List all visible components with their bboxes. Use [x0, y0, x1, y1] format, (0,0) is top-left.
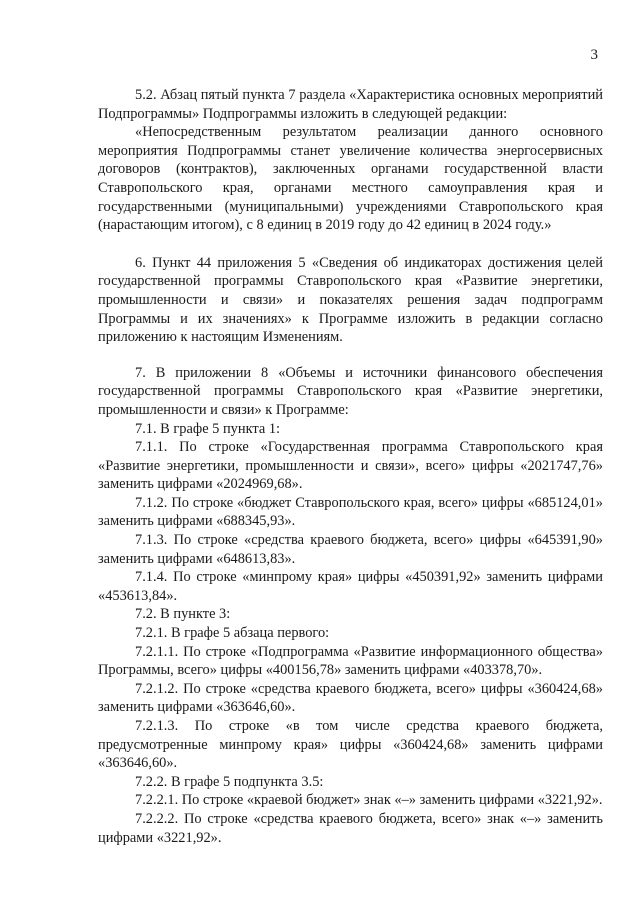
paragraph-7-1: 7.1. В графе 5 пункта 1:	[135, 420, 281, 437]
paragraph-7-1-3: 7.1.3. По строке «средства краевого бюджета, всего» цифры «645391,90» заменить цифрами «648613,83».	[98, 532, 603, 567]
spacer	[98, 347, 603, 364]
paragraph-7-1-4: 7.1.4. По строке «минпрому края» цифры «450391,92» заменить цифрами «453613,84».	[98, 569, 603, 604]
paragraph-7-2-1-2: 7.2.1.2. По строке «средства краевого бюджета, всего» цифры «360424,68» заменить цифрами «363646,60».	[98, 680, 603, 716]
paragraph-7-2-2-1: 7.2.2.1. По строке «краевой бюджет» знак «–» заменить цифрами «3221,92».	[135, 792, 603, 809]
document-body	[98, 86, 603, 847]
paragraph-7-2-2: 7.2.2. В графе 5 подпункта 3.5:	[135, 773, 324, 790]
paragraph-7: 7. В приложении 8 «Объемы и источники финансового обеспечения государственной программы Ставропольского края «Развитие энергетики, промышленности и связи» к Программе:	[98, 364, 603, 418]
paragraph-7-1-2: 7.1.2. По строке «бюджет Ставропольского края, всего» цифры «685124,01» заменить цифрами «688345,93».	[98, 494, 603, 530]
spacer	[98, 235, 603, 254]
paragraph-7-2: 7.2. В пункте 3:	[135, 606, 231, 623]
paragraph-7-2-1-3: 7.2.1.3. По строке «в том числе средства краевого бюджета, предусмотренные минпрому края» цифры «360424,68» заменить цифрами «363646,60».	[98, 718, 603, 772]
paragraph-7-2-2-2: 7.2.2.2. По строке «средства краевого бюджета, всего» знак «–» заменить цифрами «3221,92».	[98, 810, 603, 846]
page-number: 3	[590, 47, 598, 63]
paragraph-7-2-1-1: 7.2.1.1. По строке «Подпрограмма «Развитие информационного общества» Программы, всего» цифры «400156,78» заменить цифрами «403378,70».	[98, 643, 603, 679]
paragraph-5-2: 5.2. Абзац пятый пункта 7 раздела «Характеристика основных мероприятий Подпрограммы» Подпрограммы изложить в следующей редакции:	[98, 87, 603, 122]
paragraph-6: 6. Пункт 44 приложения 5 «Сведения об индикаторах достижения целей государственной программы Ставропольского края «Развитие энергетики, промышленности и связи» и показателях решения задач подпрограмм Программы и их значениях» к Программе изложить в редакции согласно приложению к настоящим Изменениям.	[98, 254, 603, 346]
paragraph-7-2-1: 7.2.1. В графе 5 абзаца первого:	[135, 625, 330, 642]
paragraph-7-1-1: 7.1.1. По строке «Государственная программа Ставропольского края «Развитие энергетики, промышленности и связи», всего» цифры «2021747,76» заменить цифрами «2024969,68».	[98, 439, 603, 493]
paragraph-5-2-quote: «Непосредственным результатом реализации данного основного мероприятия Подпрограммы станет увеличение количества энергосервисных договоров (контрактов), заключенных органами государственной власти Ставропольского края, органами местного самоуправления края и государственными (муниципальными) учреждениями Ставропольского края (нарастающим итогом), с 8 единиц в 2019 году до 42 единиц в 2024 году.»	[98, 124, 603, 234]
